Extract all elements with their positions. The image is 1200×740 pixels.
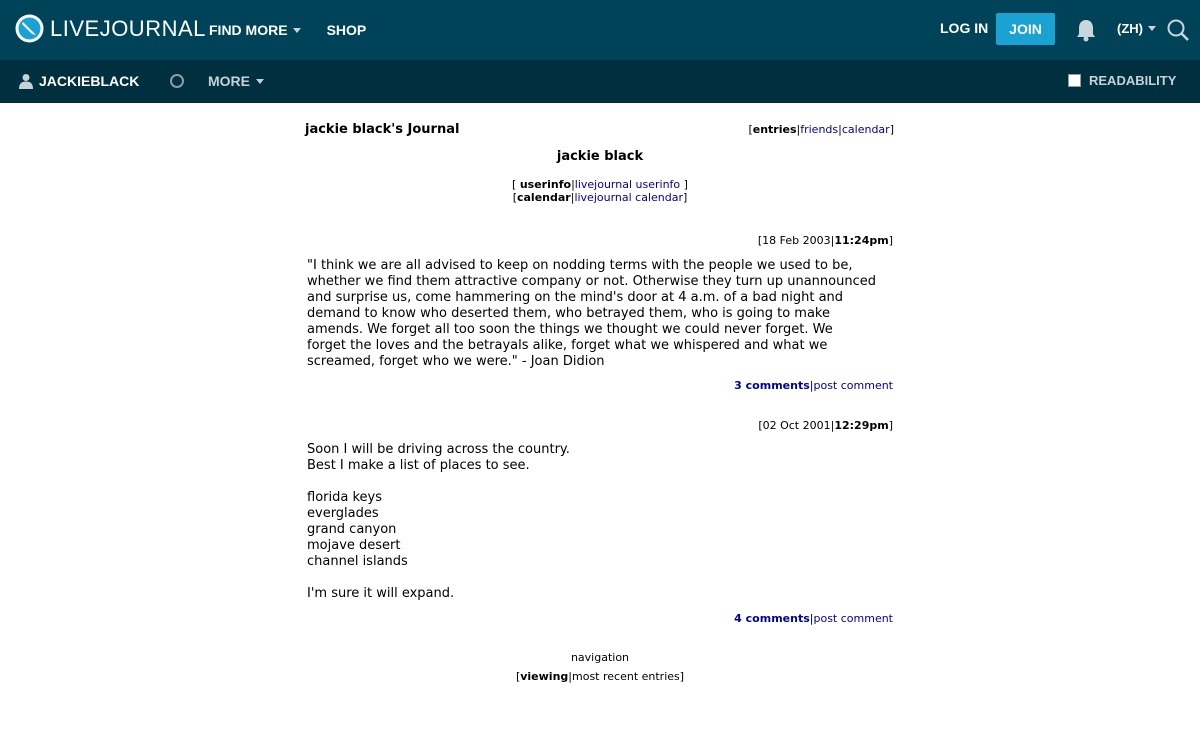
entry-comment-links: 4 comments|post comment (734, 612, 893, 625)
entry-text: Soon I will be driving across the country. Best I make a list of places to see. florida keys everglades grand canyon mojave desert channel islands I'm sure it will expand. (307, 442, 570, 601)
language-selector[interactable] (1117, 21, 1156, 36)
bell-icon[interactable] (1075, 18, 1097, 42)
journal-view-links: [entries|friends|calendar] (748, 123, 894, 136)
journal-title: jackie black's Journal (305, 122, 460, 137)
userinfo-link[interactable]: userinfo (519, 178, 572, 191)
livejournal-logo[interactable] (15, 14, 206, 43)
readability-label: READABILITY (1089, 73, 1177, 88)
entry-date-text: 02 Oct 2001 (762, 419, 831, 432)
shop-label: SHOP (326, 22, 367, 38)
viewing-label: viewing (520, 670, 569, 683)
entry-date: [18 Feb 2003|11:24pm] (757, 234, 893, 247)
readability-checkbox[interactable] (1068, 74, 1081, 87)
chevron-down-icon (1148, 26, 1156, 31)
userinfo-links: [ userinfo|livejournal userinfo ] [calendar|livejournal calendar] (512, 178, 688, 204)
join-button[interactable]: JOIN (996, 13, 1055, 45)
language-label: (ZH) (1117, 21, 1143, 36)
find-more-menu[interactable] (209, 22, 301, 38)
entries-link[interactable]: entries (752, 123, 797, 136)
entry-text: "I think we are all advised to keep on nodding terms with the people we used to be, whether we find them attractive company or not. Otherwise they turn up unannounced and surprise us, come hammering on the mind's door at 4 a.m. of a bad night and demand to know who deserted them, who betrayed them, who is going to make amends. We forget all too soon the things we thought we could never forget. We forget the loves and the betrayals alike, forget what we whispered and what we screamed, forget who we were." - Joan Didion (307, 258, 876, 369)
lj-userinfo-link[interactable]: livejournal userinfo (574, 178, 681, 191)
chevron-down-icon (256, 79, 264, 84)
entry-date-text: 18 Feb 2003 (762, 234, 831, 247)
entry-time: 11:24pm (834, 234, 889, 247)
entry-time: 12:29pm (834, 419, 889, 432)
logo-text: LIVEJOURNAL (50, 15, 206, 41)
shop-link[interactable] (327, 22, 367, 38)
friends-link[interactable]: friends (800, 123, 839, 136)
readability-toggle[interactable] (1068, 73, 1176, 88)
lj-calendar-link[interactable]: livejournal calendar (574, 191, 684, 204)
entry-date: [02 Oct 2001|12:29pm] (758, 419, 893, 432)
navigation-links: [viewing|most recent entries] (515, 670, 685, 683)
livejournal-pencil-icon (15, 14, 44, 43)
most-recent-entries-label: most recent entries (572, 670, 680, 683)
post-comment-link[interactable]: post comment (813, 379, 893, 392)
top-navigation-bar (0, 0, 1200, 60)
more-menu[interactable] (208, 73, 264, 89)
calendar-label[interactable]: calendar (516, 191, 571, 204)
find-more-label: FIND MORE (209, 22, 288, 38)
status-ring-icon[interactable] (170, 74, 184, 88)
login-link[interactable]: LOG IN (940, 20, 989, 36)
chevron-down-icon (293, 28, 301, 33)
journal-owner-name: jackie black (556, 149, 644, 164)
search-icon[interactable] (1166, 18, 1190, 42)
entry-comment-links: 3 comments|post comment (734, 379, 893, 392)
navigation-label: navigation (570, 651, 630, 664)
journal-subbar (0, 60, 1200, 103)
comments-link[interactable]: 3 comments (734, 379, 810, 392)
username-label: JACKIEBLACK (39, 73, 140, 89)
more-label: MORE (208, 73, 250, 89)
comments-link[interactable]: 4 comments (734, 612, 810, 625)
post-comment-link[interactable]: post comment (813, 612, 893, 625)
calendar-link[interactable]: calendar (841, 123, 890, 136)
user-icon (19, 73, 33, 89)
journal-user-link[interactable] (19, 73, 139, 89)
